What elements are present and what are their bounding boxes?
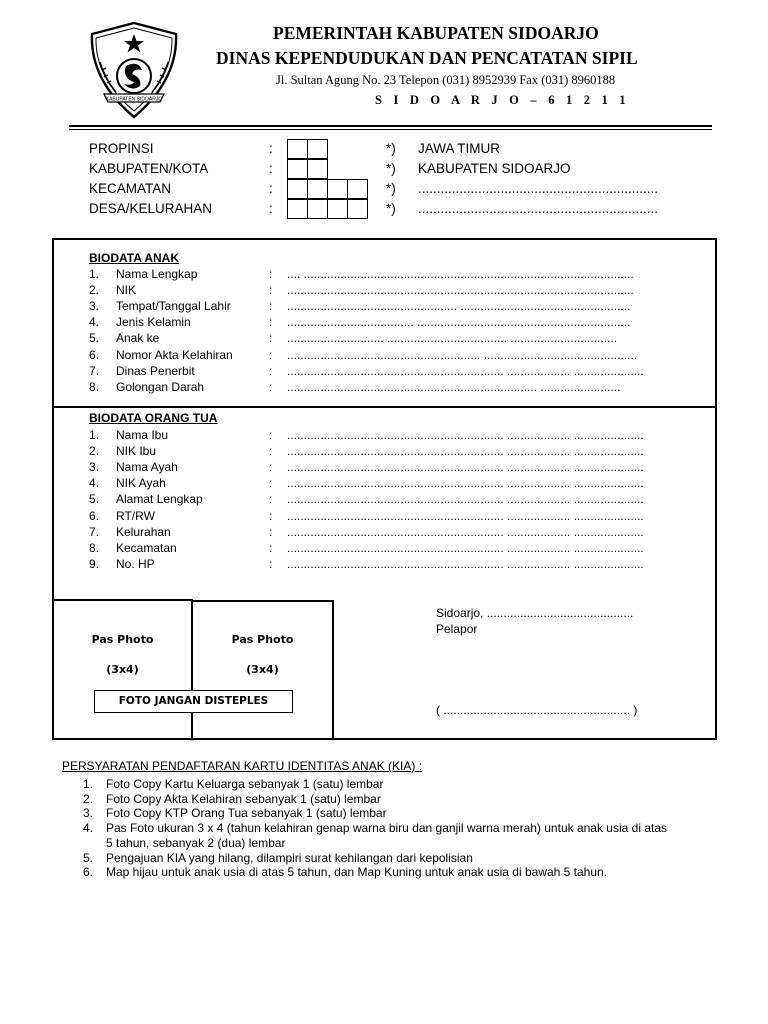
field-number: 4. (89, 315, 100, 330)
field-colon: : (269, 283, 273, 298)
field-label: Alamat Lengkap (116, 492, 203, 507)
requirement-text: Pas Foto ukuran 3 x 4 (tahun kelahiran genap warna biru dan ganjil warna merah) untuk anak usia di atas (106, 821, 668, 835)
section-divider (52, 406, 717, 408)
region-colon: : (269, 201, 273, 216)
header-line1: PEMERINTAH KABUPATEN SIDOARJO (273, 23, 599, 43)
field-number: 6. (89, 347, 100, 362)
code-cell[interactable] (307, 199, 328, 219)
field-label: Golongan Darah (116, 379, 205, 394)
field-number: 5. (89, 492, 100, 507)
field-number: 1. (89, 428, 100, 442)
field-input[interactable]: ................................................................. ................... ..................... (287, 556, 644, 571)
field-input[interactable]: ................................................................. ................... ..................... (287, 540, 644, 555)
region-label: KABUPATEN/KOTA (89, 161, 209, 176)
field-colon: : (269, 444, 273, 459)
field-input[interactable]: ................................................................. ................... ..................... (287, 444, 644, 459)
field-input[interactable]: ................................................................. ................... ..................... (287, 492, 644, 507)
code-cell[interactable] (287, 199, 308, 219)
kabupaten-code-boxes[interactable] (287, 159, 327, 179)
field-colon: : (269, 508, 273, 523)
field-number: 2. (89, 283, 100, 298)
code-cell[interactable] (287, 179, 308, 199)
field-number: 8. (89, 379, 100, 394)
field-colon: : (269, 460, 273, 475)
field-label: Kelurahan (116, 524, 171, 539)
field-colon: : (269, 331, 273, 346)
photo-label-right: Pas Photo (231, 633, 294, 646)
field-input[interactable]: .......................................................... .............................................. (287, 347, 638, 362)
field-colon: : (269, 347, 273, 362)
field-input[interactable]: ................................................... ................................................... (287, 299, 631, 314)
code-cell[interactable] (307, 139, 328, 159)
field-label: RT/RW (116, 508, 155, 523)
field-input[interactable]: ........................................................................... ........................ (287, 379, 621, 394)
field-label: NIK Ayah (116, 476, 166, 491)
requirement-number: 2. (83, 792, 94, 806)
region-mark: *) (386, 181, 396, 196)
propinsi-code-boxes[interactable] (287, 139, 327, 159)
field-label: Nama Ibu (116, 428, 169, 442)
region-colon: : (269, 141, 273, 156)
code-cell[interactable] (307, 159, 328, 179)
code-cell[interactable] (347, 199, 368, 219)
field-colon: : (269, 315, 273, 330)
code-cell[interactable] (347, 179, 368, 199)
field-number: 6. (89, 508, 100, 523)
field-input[interactable]: ...................................... ................................................................ (287, 315, 631, 330)
field-colon: : (269, 524, 273, 539)
header-city: S I D O A R J O – 6 1 2 1 1 (375, 93, 630, 107)
code-cell[interactable] (307, 179, 328, 199)
region-mark: *) (386, 141, 396, 156)
field-input[interactable]: ................................................................. ................... ..................... (287, 428, 644, 442)
field-number: 5. (89, 331, 100, 346)
child-section-title: BIODATA ANAK (89, 251, 179, 265)
field-label: Nomor Akta Kelahiran (116, 347, 233, 362)
field-label: Kecamatan (116, 540, 177, 555)
field-label: Tempat/Tanggal Lahir (116, 299, 231, 314)
photo-warning: FOTO JANGAN DISTEPLES (94, 690, 293, 713)
parent-section-title: BIODATA ORANG TUA (89, 411, 218, 425)
sidoarjo-regency-emblem-icon (86, 20, 182, 120)
field-colon: : (269, 363, 273, 378)
photo-size-left: (3x4) (106, 663, 139, 676)
field-input[interactable]: ........................................................................................................ (287, 283, 634, 298)
photo-label-left: Pas Photo (91, 633, 154, 646)
region-colon: : (269, 181, 273, 196)
requirement-text: Foto Copy KTP Orang Tua sebanyak 1 (satu) lembar (106, 806, 387, 820)
field-number: 7. (89, 524, 100, 539)
region-value: KABUPATEN SIDOARJO (418, 161, 571, 176)
region-mark: *) (386, 161, 396, 176)
field-number: 3. (89, 299, 100, 314)
photo-size-right: (3x4) (246, 663, 279, 676)
field-colon: : (269, 476, 273, 491)
field-input[interactable]: ............................. .................................... ................................ (287, 331, 618, 346)
code-cell[interactable] (327, 179, 348, 199)
field-colon: : (269, 428, 273, 442)
region-label: PROPINSI (89, 141, 154, 156)
field-number: 4. (89, 476, 100, 491)
header-line2: DINAS KEPENDUDUKAN DAN PENCATATAN SIPIL (216, 48, 638, 68)
requirement-text: Foto Copy Akta Kelahiran sebanyak 1 (satu) lembar (106, 792, 381, 806)
field-input[interactable]: ................................................................. ................... ..................... (287, 524, 644, 539)
field-input[interactable]: ................................................................. ................... ..................... (287, 460, 644, 475)
field-number: 7. (89, 363, 100, 378)
field-colon: : (269, 267, 273, 281)
requirement-number: 3. (83, 806, 94, 820)
header-address: Jl. Sultan Agung No. 23 Telepon (031) 8952939 Fax (031) 8960188 (276, 73, 616, 87)
region-value: JAWA TIMUR (418, 141, 501, 156)
field-label: No. HP (116, 556, 155, 571)
field-label: NIK (116, 283, 137, 298)
field-label: Jenis Kelamin (116, 315, 191, 330)
field-number: 2. (89, 444, 100, 459)
region-label: DESA/KELURAHAN (89, 201, 213, 216)
field-colon: : (269, 492, 273, 507)
region-colon: : (269, 161, 273, 176)
field-colon: : (269, 556, 273, 571)
logo (86, 20, 182, 120)
requirement-number: 6. (83, 865, 94, 879)
field-number: 1. (89, 267, 100, 281)
field-input[interactable]: ................................................................. ................... ..................... (287, 476, 644, 491)
field-number: 8. (89, 540, 100, 555)
requirements-title: PERSYARATAN PENDAFTARAN KARTU IDENTITAS ANAK (KIA) : (62, 759, 423, 773)
region-value: ................................................................ (418, 201, 659, 216)
logo-ribbon: KABUPATEN SIDOARJO (105, 96, 163, 103)
region-label: KECAMATAN (89, 181, 172, 196)
field-colon: : (269, 379, 273, 394)
header-divider-thin (69, 129, 712, 130)
header-divider-thick (69, 125, 712, 127)
field-label: NIK Ibu (116, 444, 157, 459)
field-colon: : (269, 299, 273, 314)
field-input[interactable]: .... ................................................................................................... (287, 267, 634, 281)
signature-role: Pelapor (436, 622, 478, 636)
region-value: ................................................................ (418, 181, 659, 196)
field-colon: : (269, 540, 273, 555)
signature-name: ( ........................................................ ) (436, 703, 638, 717)
signature-place-date: Sidoarjo, ............................................ (436, 606, 634, 620)
kecamatan-code-boxes[interactable] (287, 179, 367, 199)
requirement-number: 4. (83, 821, 94, 835)
code-cell[interactable] (287, 159, 308, 179)
requirement-number: 1. (83, 777, 94, 791)
desa-code-boxes[interactable] (287, 199, 367, 219)
requirement-text: Foto Copy Kartu Keluarga sebanyak 1 (satu) lembar (106, 777, 384, 791)
requirement-text: Pengajuan KIA yang hilang, dilampiri surat kehilangan dari kepolisian (106, 851, 473, 865)
field-number: 3. (89, 460, 100, 475)
requirement-text: Map hijau untuk anak usia di atas 5 tahun, dan Map Kuning untuk anak usia di bawah 5 tahun. (106, 865, 608, 879)
field-input[interactable]: ................................................................. ................... ..................... (287, 508, 644, 523)
field-label: Nama Lengkap (116, 267, 198, 281)
field-label: Dinas Penerbit (116, 363, 195, 378)
requirement-text-continued: 5 tahun, sebanyak 2 (dua) lembar (106, 836, 286, 850)
field-number: 9. (89, 556, 100, 571)
field-label: Anak ke (116, 331, 160, 346)
region-mark: *) (386, 201, 396, 216)
requirement-number: 5. (83, 851, 94, 865)
code-cell[interactable] (287, 139, 308, 159)
code-cell[interactable] (327, 199, 348, 219)
field-input[interactable]: ................................................................. ................... ..................... (287, 363, 644, 378)
field-label: Nama Ayah (116, 460, 178, 475)
